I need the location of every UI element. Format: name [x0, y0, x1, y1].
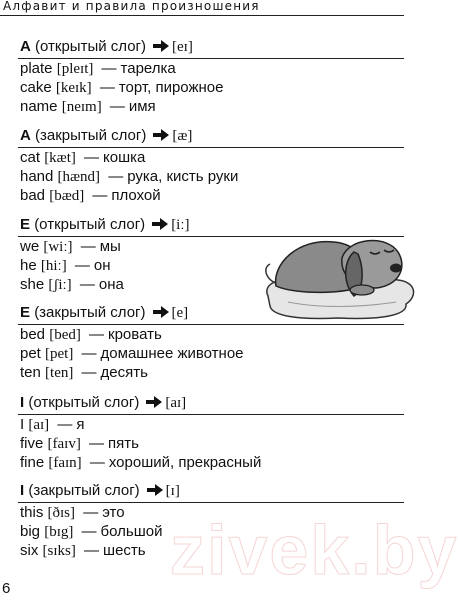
word-row — [20, 238, 121, 256]
russian-translation: это — [102, 504, 125, 521]
russian-translation: хороший, прекрасный — [108, 454, 262, 471]
arrow-right-icon — [146, 483, 164, 497]
dash-separator: — — [57, 416, 73, 433]
section-divider — [18, 147, 404, 148]
section-heading — [20, 482, 180, 500]
word-row — [20, 168, 238, 186]
dash-separator: — — [89, 454, 105, 471]
word-row — [20, 435, 139, 453]
english-word: fine — [20, 454, 45, 471]
word-transcription: [hænd] — [57, 169, 101, 185]
page-number: 6 — [2, 580, 11, 597]
sound-transcription: [æ] — [172, 128, 193, 144]
english-word: I — [20, 416, 25, 433]
sleeping-dog-illustration — [258, 224, 418, 324]
english-word: bed — [20, 326, 46, 343]
dash-separator: — — [79, 276, 95, 293]
dash-separator: — — [99, 79, 115, 96]
word-transcription: [faɪn] — [48, 455, 82, 471]
dash-separator: — — [81, 345, 97, 362]
russian-translation: тарелка — [120, 60, 176, 77]
sound-transcription: [iː] — [171, 217, 190, 233]
word-row — [20, 149, 145, 167]
word-row — [20, 98, 156, 116]
word-transcription: [ten] — [45, 365, 74, 381]
word-row — [20, 416, 84, 434]
english-word: hand — [20, 168, 54, 185]
russian-translation: пять — [108, 435, 139, 452]
arrow-right-icon — [145, 395, 163, 409]
word-transcription: [faɪv] — [47, 436, 81, 452]
english-word: bad — [20, 187, 46, 204]
english-word: we — [20, 238, 40, 255]
word-row — [20, 257, 111, 275]
word-transcription: [sɪks] — [42, 543, 76, 559]
russian-translation: большой — [100, 523, 163, 540]
russian-translation: рука, кисть руки — [127, 168, 239, 185]
word-transcription: [neɪm] — [61, 99, 102, 115]
word-row — [20, 79, 223, 97]
word-row — [20, 454, 261, 472]
section-letter: I — [20, 482, 25, 499]
russian-translation: имя — [128, 98, 156, 115]
russian-translation: кошка — [103, 149, 146, 166]
header-title: Алфавит и правила произношения — [3, 0, 260, 13]
section-divider — [18, 502, 404, 503]
word-transcription: [pet] — [45, 346, 74, 362]
watermark: zivek.by — [170, 511, 458, 589]
arrow-right-icon — [151, 217, 169, 231]
word-transcription: [bed] — [49, 327, 81, 343]
russian-translation: десять — [100, 364, 148, 381]
english-word: plate — [20, 60, 53, 77]
word-transcription: [wiː] — [43, 239, 73, 255]
english-word: he — [20, 257, 37, 274]
word-row — [20, 276, 124, 294]
english-word: six — [20, 542, 39, 559]
sound-transcription: [eɪ] — [172, 39, 193, 55]
russian-translation: шесть — [103, 542, 146, 559]
russian-translation: она — [98, 276, 124, 293]
english-word: pet — [20, 345, 41, 362]
english-word: she — [20, 276, 45, 293]
syllable-type: (закрытый слог) — [34, 304, 146, 321]
russian-translation: кровать — [108, 326, 162, 343]
dash-separator: — — [81, 523, 97, 540]
section-divider — [18, 414, 404, 415]
page-header — [0, 0, 424, 18]
arrow-right-icon — [152, 128, 170, 142]
word-row — [20, 364, 148, 382]
dash-separator: — — [84, 542, 100, 559]
section-divider — [18, 324, 404, 325]
word-row — [20, 60, 176, 78]
sound-transcription: [ɪ] — [165, 483, 180, 499]
section-letter: I — [20, 394, 25, 411]
word-row — [20, 345, 244, 363]
sound-transcription: [aɪ] — [165, 395, 187, 411]
arrow-right-icon — [152, 39, 170, 53]
section-letter: E — [20, 216, 31, 233]
word-row — [20, 504, 125, 522]
arrow-right-icon — [152, 305, 170, 319]
section-heading — [20, 304, 188, 322]
english-word: five — [20, 435, 44, 452]
dash-separator: — — [109, 98, 125, 115]
syllable-type: (открытый слог) — [35, 38, 147, 55]
english-word: this — [20, 504, 44, 521]
word-row — [20, 326, 162, 344]
section-letter: E — [20, 304, 31, 321]
section-heading — [20, 216, 190, 234]
english-word: name — [20, 98, 58, 115]
syllable-type: (закрытый слог) — [28, 482, 140, 499]
russian-translation: домашнее животное — [100, 345, 244, 362]
section-letter: A — [20, 127, 31, 144]
dash-separator: — — [84, 149, 100, 166]
russian-translation: мы — [99, 238, 121, 255]
section-divider — [18, 58, 404, 59]
dash-separator: — — [83, 504, 99, 521]
header-divider — [0, 15, 404, 16]
section-heading — [20, 38, 193, 56]
dash-separator: — — [89, 326, 105, 343]
word-transcription: [ʃiː] — [48, 277, 72, 293]
word-row — [20, 542, 146, 560]
english-word: cake — [20, 79, 52, 96]
word-row — [20, 523, 162, 541]
word-transcription: [aɪ] — [28, 417, 50, 433]
dash-separator: — — [74, 257, 90, 274]
dash-separator: — — [80, 238, 96, 255]
dash-separator: — — [101, 60, 117, 77]
section-letter: A — [20, 38, 31, 55]
word-transcription: [pleɪt] — [56, 61, 94, 77]
russian-translation: он — [93, 257, 111, 274]
sound-transcription: [e] — [171, 305, 189, 321]
english-word: ten — [20, 364, 41, 381]
syllable-type: (открытый слог) — [34, 216, 146, 233]
section-heading — [20, 394, 186, 412]
dash-separator: — — [92, 187, 108, 204]
dash-separator: — — [81, 364, 97, 381]
russian-translation: плохой — [111, 187, 161, 204]
russian-translation: я — [76, 416, 85, 433]
word-row — [20, 187, 161, 205]
word-transcription: [keɪk] — [55, 80, 92, 96]
word-transcription: [bɪg] — [44, 524, 74, 540]
word-transcription: [kæt] — [44, 150, 76, 166]
word-transcription: [hiː] — [40, 258, 67, 274]
section-heading — [20, 127, 192, 145]
dash-separator: — — [108, 168, 124, 185]
english-word: big — [20, 523, 41, 540]
dash-separator: — — [89, 435, 104, 452]
word-transcription: [bæd] — [49, 188, 85, 204]
russian-translation: торт, пирожное — [118, 79, 224, 96]
english-word: cat — [20, 149, 41, 166]
syllable-type: (закрытый слог) — [35, 127, 147, 144]
word-transcription: [ðɪs] — [47, 505, 76, 521]
syllable-type: (открытый слог) — [28, 394, 140, 411]
